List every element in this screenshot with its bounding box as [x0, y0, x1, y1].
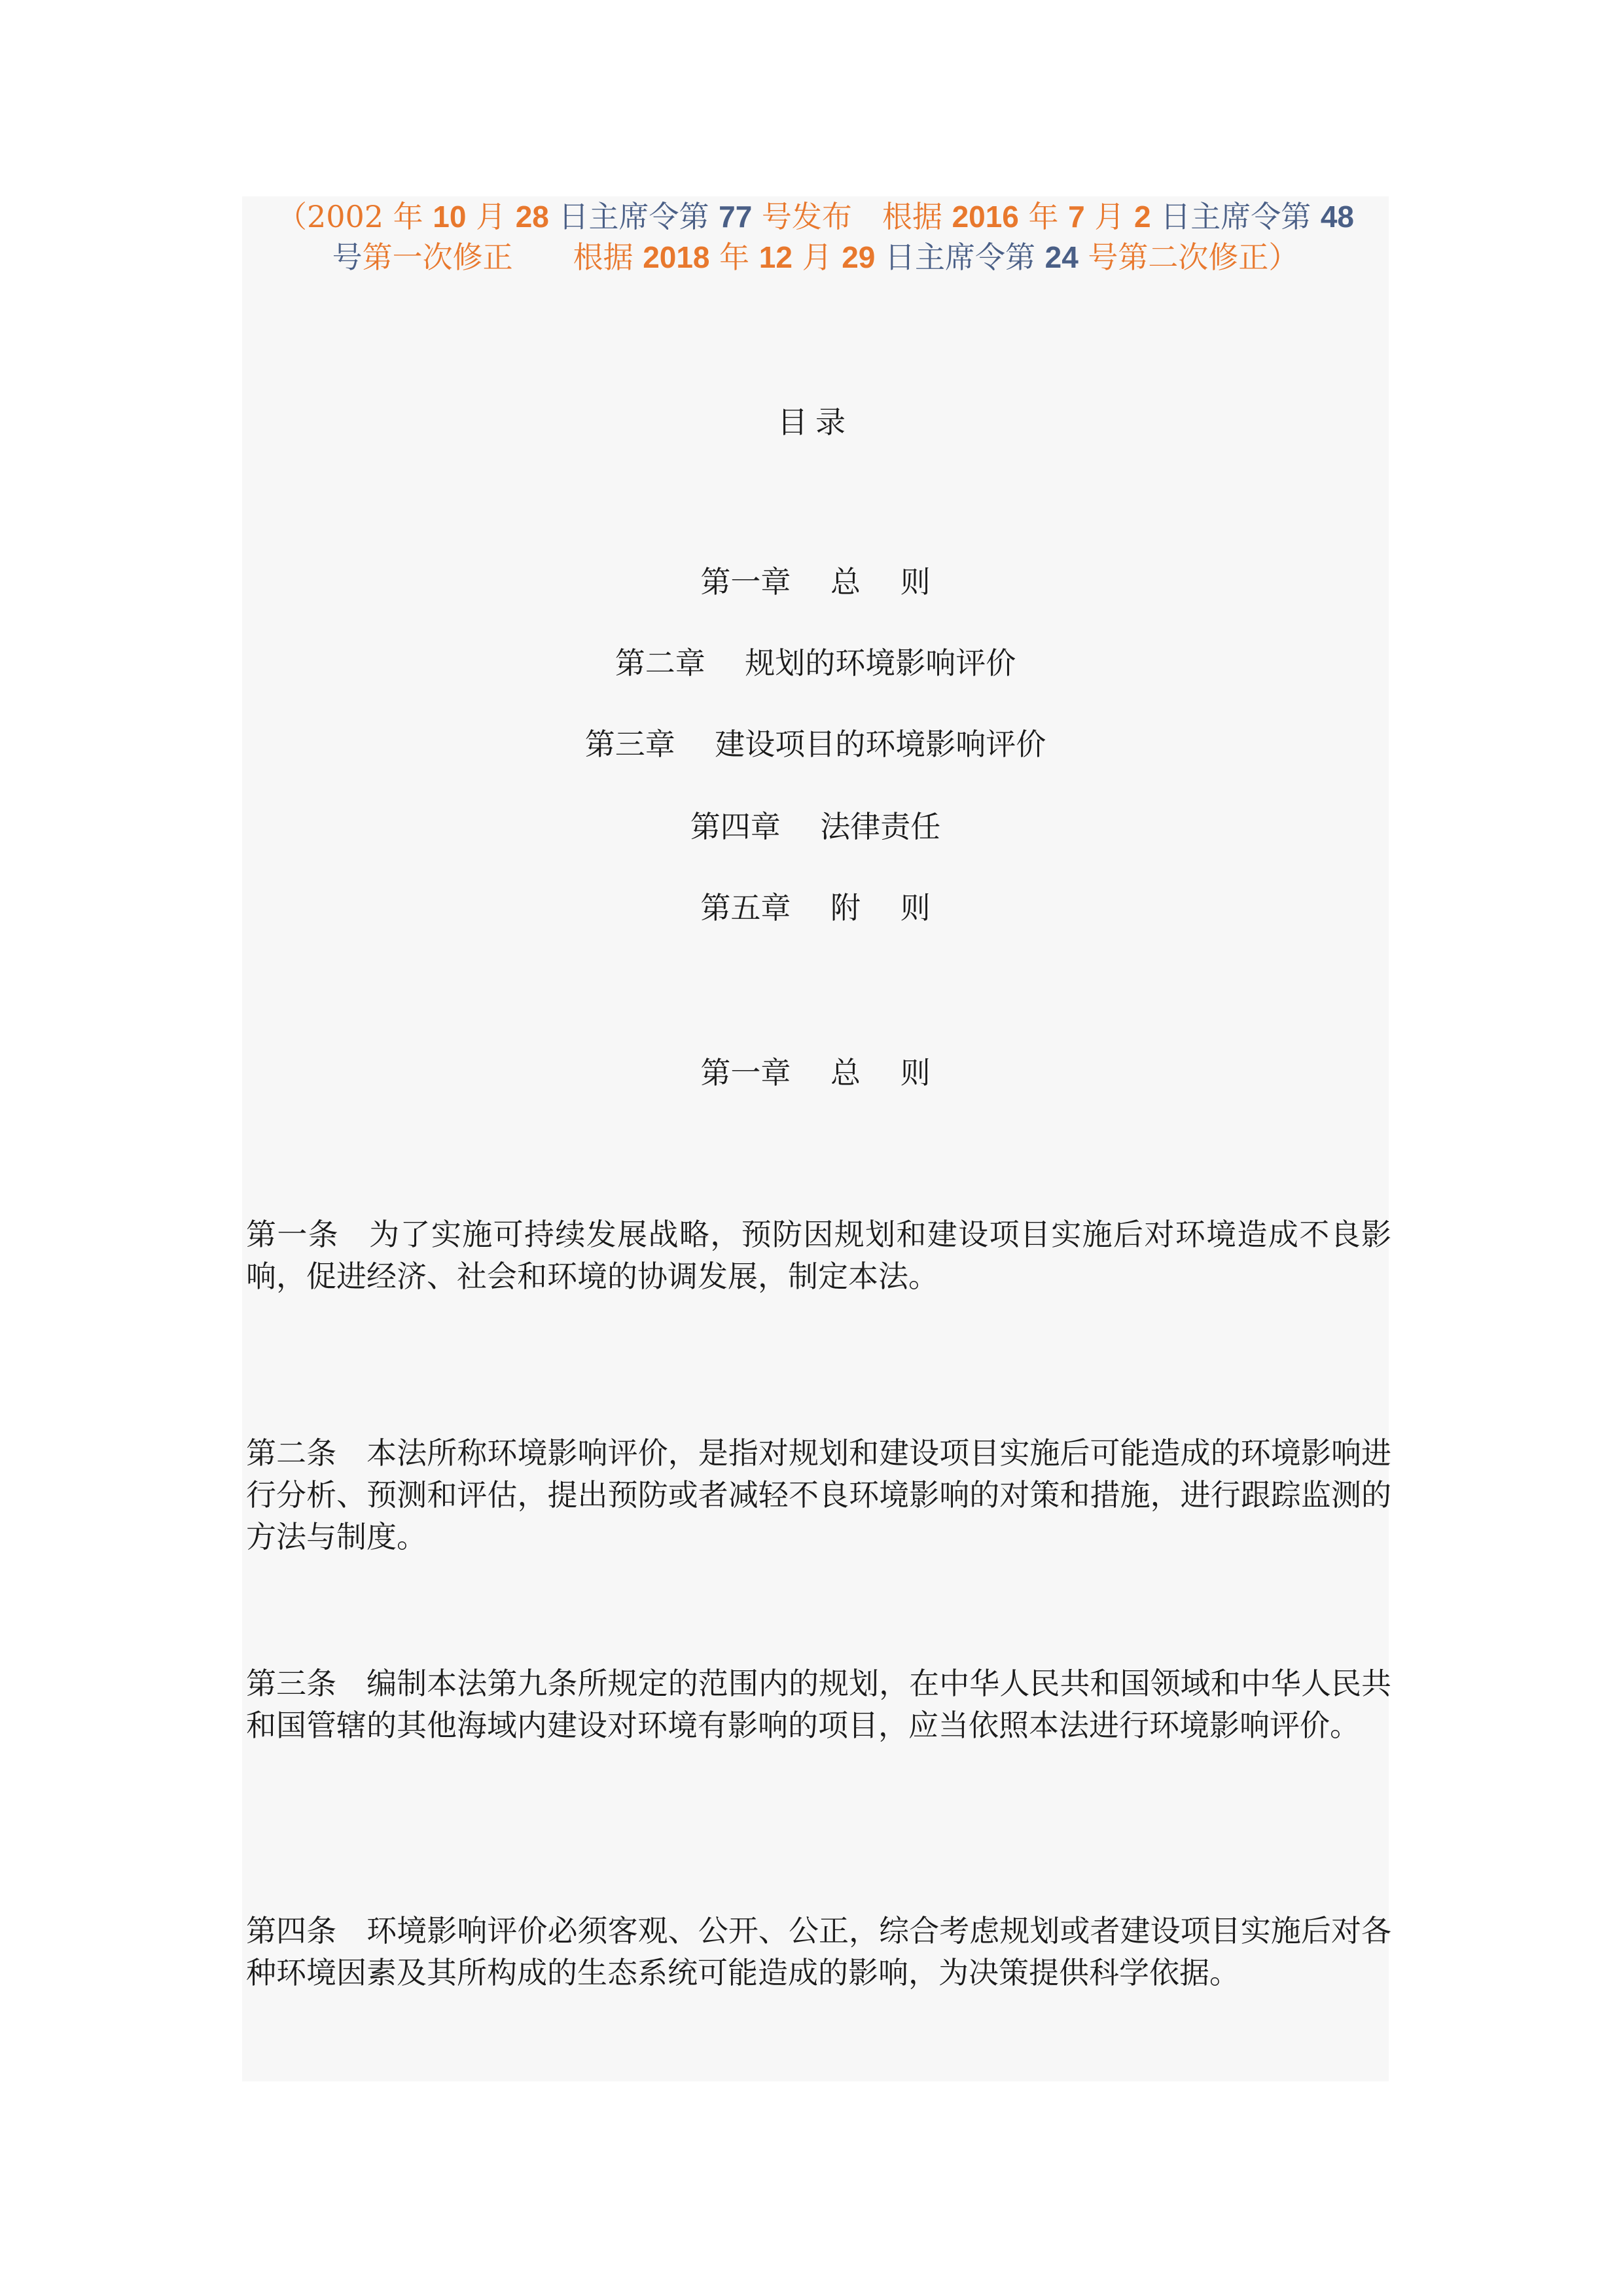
toc-item-chapter-5: 第五章 附 则 — [700, 890, 931, 925]
header-run: 24 — [1044, 240, 1079, 274]
header-run: 7 — [1068, 200, 1085, 234]
header-run: 日主席令第 — [548, 199, 719, 234]
article-3 — [246, 1662, 1391, 1746]
header-run: 12 — [758, 240, 793, 274]
header-run: 2018 — [643, 240, 710, 274]
header-run: 年 — [709, 240, 759, 275]
header-run: 10 — [433, 200, 467, 234]
article-text: 环境影响评价必须客观、公开、公正，综合考虑规划或者建设项目实施后对各种环境因素及其所构成的生态系统可能造成的影响，为决策提供科学依据。 — [246, 1913, 1392, 1990]
article-text: 编制本法第九条所规定的范围内的规划，在中华人民共和国领域和中华人民共和国管辖的其他海域内建设对环境有影响的项目，应当依照本法进行环境影响评价。 — [246, 1666, 1392, 1743]
header-run: 29 — [842, 240, 876, 274]
header-run: 28 — [515, 200, 549, 234]
toc-item-chapter-3: 第三章 建设项目的环境影响评价 — [584, 726, 1046, 762]
header-run: 号 — [332, 240, 363, 275]
header-run: 日主席令第 — [875, 240, 1045, 275]
toc-item-chapter-1: 第一章 总 则 — [700, 564, 931, 600]
article-number: 第四条 — [246, 1913, 337, 1948]
toc-item-chapter-4: 第四章 法律责任 — [690, 809, 941, 844]
amendment-header-line-1 — [242, 196, 1389, 237]
amendment-header — [242, 196, 1389, 278]
article-number: 第三条 — [246, 1666, 337, 1701]
article-text: 为了实施可持续发展战略，预防因规划和建设项目实施后对环境造成不良影响，促进经济、社会和环境的协调发展，制定本法。 — [246, 1217, 1392, 1294]
toc-item-chapter-2: 第二章 规划的环境影响评价 — [615, 645, 1016, 681]
header-run: 77 — [719, 200, 753, 234]
toc-title: 目录 — [777, 404, 853, 440]
article-number: 第二条 — [246, 1435, 337, 1471]
article-text: 本法所称环境影响评价，是指对规划和建设项目实施后可能造成的环境影响进行分析、预测和评估，提出预防或者减轻不良环境影响的对策和措施，进行跟踪监测的方法与制度。 — [246, 1435, 1392, 1554]
header-run: （2002 年 — [276, 199, 433, 234]
header-run: 日主席令第 — [1150, 199, 1321, 234]
header-run: 号发布 — [752, 199, 882, 234]
article-2 — [246, 1432, 1391, 1558]
header-run: 号第二次修正） — [1078, 240, 1299, 275]
header-run: 年 — [1018, 199, 1069, 234]
header-run: 月 — [792, 240, 842, 275]
header-run: 月 — [466, 199, 516, 234]
header-run: 48 — [1320, 200, 1355, 234]
header-run: 第一次修正 — [362, 240, 573, 275]
chapter-heading: 第一章 总 则 — [700, 1055, 931, 1090]
article-4 — [246, 1910, 1391, 1994]
header-run: 2016 — [952, 200, 1019, 234]
amendment-header-line-2 — [242, 237, 1389, 278]
content-panel — [242, 196, 1392, 2081]
article-number: 第一条 — [246, 1217, 340, 1252]
header-run: 2 — [1134, 200, 1151, 234]
article-1 — [246, 1213, 1391, 1297]
header-run: 根据 — [882, 199, 952, 234]
header-run: 根据 — [573, 240, 643, 275]
header-run: 月 — [1084, 199, 1134, 234]
